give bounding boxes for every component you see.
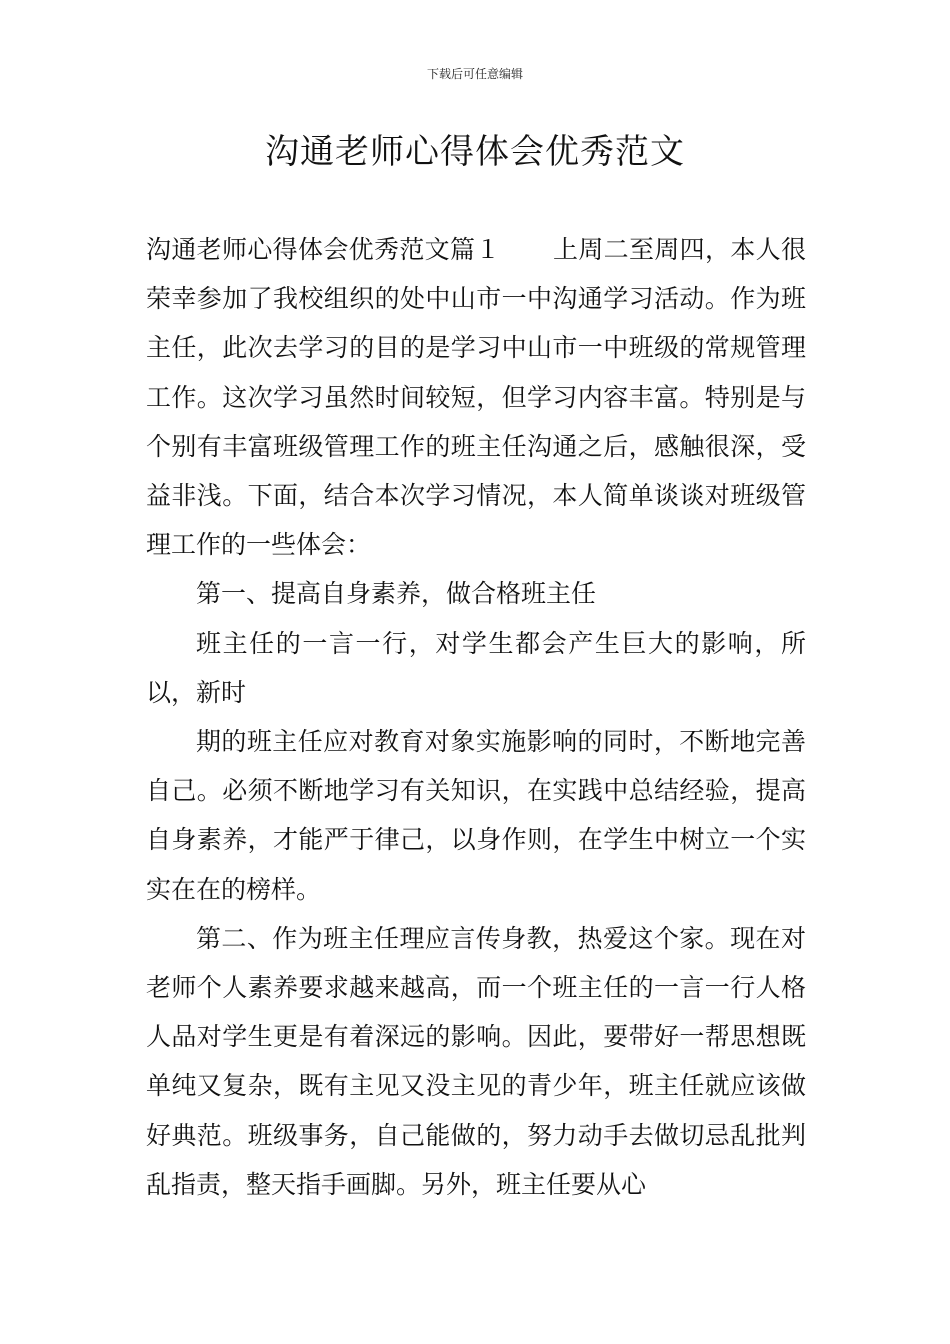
article-heading: 沟通老师心得体会优秀范文篇１ [146, 235, 501, 264]
document-body [146, 225, 806, 1209]
document-title: 沟通老师心得体会优秀范文 [265, 132, 685, 172]
paragraph-intro-text: 上周二至周四，本人很荣幸参加了我校组织的处中山市一中沟通学习活动。作为班主任，此次去学习的目的是学习中山市一中班级的常规管理工作。这次学习虽然时间较短，但学习内容丰富。特别是与个别有丰富班级管理工作的班主任沟通之后，感触很深，受益非浅。下面，结合本次学习情况，本人简单谈谈对班级管理工作的一些体会： [146, 235, 806, 560]
section-heading-first: 第一、提高自身素养，做合格班主任 [196, 579, 597, 609]
paragraph-intro [146, 225, 806, 569]
header-note: 下载后可任意编辑 [426, 67, 523, 81]
paragraph-line-break-start: 班主任的一言一行，对学生都会产生巨大的影响，所以，新时 [146, 628, 806, 707]
section-paragraph-second: 第二、作为班主任理应言传身教，热爱这个家。现在对老师个人素养要求越来越高，而一个班主任的一言一行人格人品对学生更是有着深远的影响。因此，要带好一帮思想既单纯又复杂，既有主见又没主见的青少年，班主任就应该做好典范。班级事务，自己能做的，努力动手去做切忌乱批判乱指责，整天指手画脚。另外，班主任要从心 [146, 923, 806, 1199]
paragraph-line-break-continue: 期的班主任应对教育对象实施影响的同时，不断地完善自己。必须不断地学习有关知识，在实践中总结经验，提高自身素养，才能严于律己，以身作则，在学生中树立一个实实在在的榜样。 [146, 727, 806, 904]
